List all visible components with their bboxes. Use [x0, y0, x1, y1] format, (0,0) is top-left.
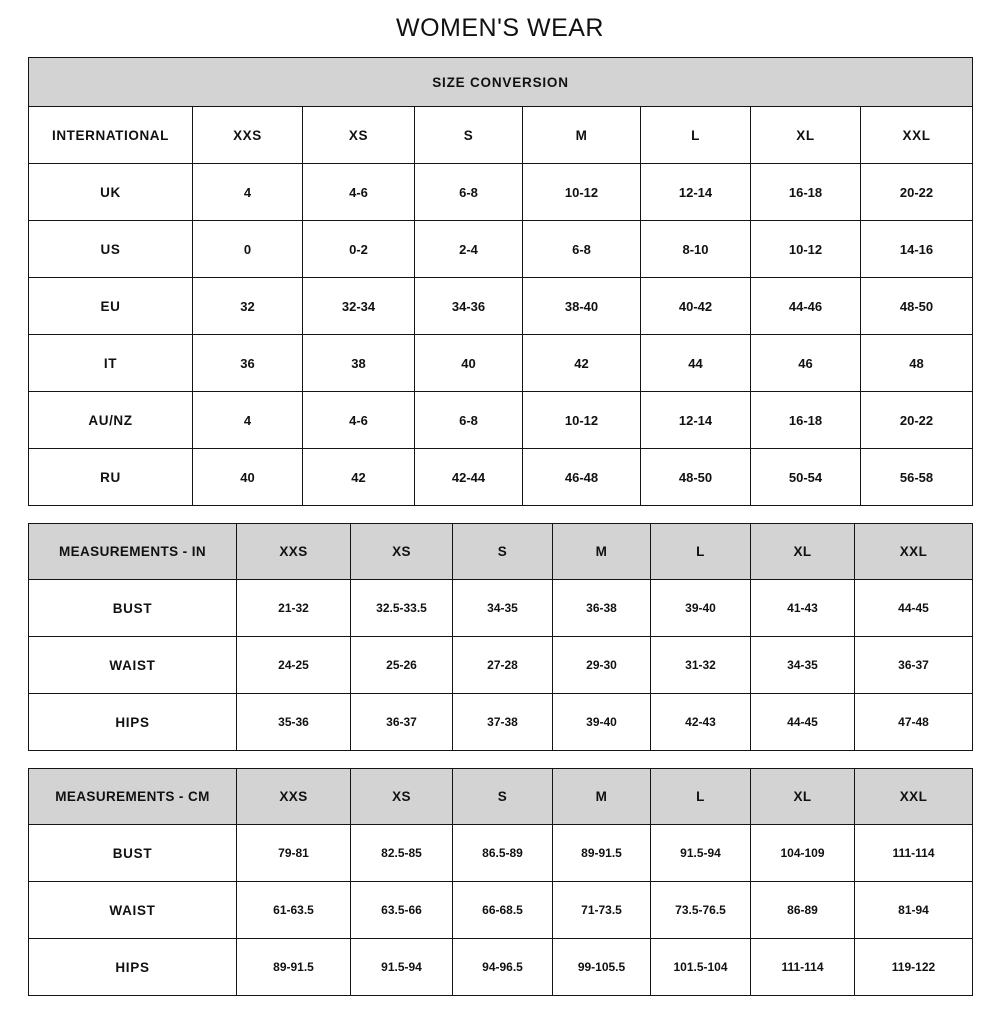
table-cell: 41-43 [751, 580, 855, 637]
header-cell-s: S [453, 524, 553, 580]
table-cell: 86.5-89 [453, 825, 553, 882]
table-cell: 0-2 [303, 221, 415, 278]
table-cell: 44-45 [751, 694, 855, 751]
header-cell-xxs: XXS [237, 769, 351, 825]
row-label: AU/NZ [29, 392, 193, 449]
table-cell: 66-68.5 [453, 882, 553, 939]
table-cell: 27-28 [453, 637, 553, 694]
header-cell-xxl: XXL [855, 769, 973, 825]
table-row [29, 939, 973, 996]
table-cell: 24-25 [237, 637, 351, 694]
size-chart-page [0, 14, 1000, 1014]
header-cell-xxl: XXL [855, 524, 973, 580]
table-cell: 25-26 [351, 637, 453, 694]
table-row-banner [29, 58, 973, 107]
table-cell: 21-32 [237, 580, 351, 637]
table-cell: 34-35 [751, 637, 855, 694]
table-cell: 32 [193, 278, 303, 335]
measurements-cm-table [28, 768, 973, 996]
table-cell: 16-18 [751, 392, 861, 449]
table-cell: 8-10 [641, 221, 751, 278]
table-cell: 32-34 [303, 278, 415, 335]
size-conversion-table [28, 57, 973, 506]
table-cell: 34-35 [453, 580, 553, 637]
row-label: HIPS [29, 694, 237, 751]
header-cell-xs: XS [351, 524, 453, 580]
header-cell-measurements-cm: MEASUREMENTS - CM [29, 769, 237, 825]
table-cell: 46-48 [523, 449, 641, 506]
row-label: BUST [29, 580, 237, 637]
row-label: EU [29, 278, 193, 335]
table-cell: 12-14 [641, 164, 751, 221]
header-cell-xs: XS [351, 769, 453, 825]
table-row [29, 580, 973, 637]
table-cell: 111-114 [855, 825, 973, 882]
table-cell: 56-58 [861, 449, 973, 506]
table-cell: 16-18 [751, 164, 861, 221]
table-cell: 37-38 [453, 694, 553, 751]
header-cell-xs: XS [303, 107, 415, 164]
table-cell: 99-105.5 [553, 939, 651, 996]
table-cell: 35-36 [237, 694, 351, 751]
table-cell: 79-81 [237, 825, 351, 882]
table-cell: 10-12 [751, 221, 861, 278]
table-cell: 4 [193, 164, 303, 221]
table-cell: 46 [751, 335, 861, 392]
table-cell: 73.5-76.5 [651, 882, 751, 939]
header-cell-l: L [651, 769, 751, 825]
table-cell: 4 [193, 392, 303, 449]
table-cell: 31-32 [651, 637, 751, 694]
table-cell: 40 [193, 449, 303, 506]
table-cell: 86-89 [751, 882, 855, 939]
header-cell-m: M [553, 524, 651, 580]
header-cell-m: M [553, 769, 651, 825]
table-cell: 42-44 [415, 449, 523, 506]
table-cell: 61-63.5 [237, 882, 351, 939]
table-cell: 2-4 [415, 221, 523, 278]
row-label: RU [29, 449, 193, 506]
page-title: WOMEN'S WEAR [396, 14, 604, 42]
table-cell: 4-6 [303, 164, 415, 221]
table-cell: 111-114 [751, 939, 855, 996]
table-cell: 101.5-104 [651, 939, 751, 996]
row-label: IT [29, 335, 193, 392]
table-cell: 0 [193, 221, 303, 278]
table-cell: 91.5-94 [351, 939, 453, 996]
table-cell: 48-50 [641, 449, 751, 506]
table-cell: 6-8 [415, 392, 523, 449]
row-label: UK [29, 164, 193, 221]
table-row-header [29, 769, 973, 825]
table-row [29, 825, 973, 882]
table-cell: 14-16 [861, 221, 973, 278]
table-row-header [29, 524, 973, 580]
table-cell: 44-45 [855, 580, 973, 637]
table-cell: 20-22 [861, 392, 973, 449]
table-cell: 94-96.5 [453, 939, 553, 996]
header-cell-measurements-in: MEASUREMENTS - IN [29, 524, 237, 580]
table-cell: 34-36 [415, 278, 523, 335]
table-cell: 6-8 [415, 164, 523, 221]
measurements-in-table [28, 523, 973, 751]
header-cell-l: L [651, 524, 751, 580]
table-cell: 36 [193, 335, 303, 392]
table-cell: 47-48 [855, 694, 973, 751]
row-label: WAIST [29, 882, 237, 939]
table-row [29, 392, 973, 449]
table-cell: 40 [415, 335, 523, 392]
table-cell: 10-12 [523, 164, 641, 221]
table-cell: 36-38 [553, 580, 651, 637]
row-label: WAIST [29, 637, 237, 694]
header-cell-xl: XL [751, 524, 855, 580]
table-cell: 89-91.5 [553, 825, 651, 882]
header-cell-l: L [641, 107, 751, 164]
table-row [29, 278, 973, 335]
table-cell: 6-8 [523, 221, 641, 278]
table-cell: 91.5-94 [651, 825, 751, 882]
row-label: HIPS [29, 939, 237, 996]
table-row [29, 694, 973, 751]
table-cell: 44 [641, 335, 751, 392]
header-cell-xl: XL [751, 769, 855, 825]
header-cell-xxl: XXL [861, 107, 973, 164]
table-cell: 12-14 [641, 392, 751, 449]
table-cell: 89-91.5 [237, 939, 351, 996]
size-conversion-banner: SIZE CONVERSION [29, 58, 973, 107]
header-cell-xl: XL [751, 107, 861, 164]
table-cell: 82.5-85 [351, 825, 453, 882]
table-cell: 32.5-33.5 [351, 580, 453, 637]
table-cell: 71-73.5 [553, 882, 651, 939]
header-cell-xxs: XXS [237, 524, 351, 580]
table-cell: 42 [303, 449, 415, 506]
table-row [29, 164, 973, 221]
header-cell-xxs: XXS [193, 107, 303, 164]
table-cell: 39-40 [553, 694, 651, 751]
table-cell: 36-37 [351, 694, 453, 751]
table-cell: 4-6 [303, 392, 415, 449]
header-cell-s: S [415, 107, 523, 164]
table-cell: 40-42 [641, 278, 751, 335]
table-cell: 63.5-66 [351, 882, 453, 939]
table-row [29, 637, 973, 694]
row-label: US [29, 221, 193, 278]
header-cell-m: M [523, 107, 641, 164]
table-cell: 104-109 [751, 825, 855, 882]
table-cell: 10-12 [523, 392, 641, 449]
table-cell: 81-94 [855, 882, 973, 939]
table-cell: 38 [303, 335, 415, 392]
table-cell: 44-46 [751, 278, 861, 335]
table-cell: 36-37 [855, 637, 973, 694]
table-row [29, 335, 973, 392]
table-cell: 38-40 [523, 278, 641, 335]
table-cell: 50-54 [751, 449, 861, 506]
table-row [29, 449, 973, 506]
table-row [29, 221, 973, 278]
table-cell: 48 [861, 335, 973, 392]
table-cell: 42-43 [651, 694, 751, 751]
table-cell: 39-40 [651, 580, 751, 637]
table-row [29, 882, 973, 939]
table-row-header [29, 107, 973, 164]
table-cell: 119-122 [855, 939, 973, 996]
header-cell-international: INTERNATIONAL [29, 107, 193, 164]
table-cell: 42 [523, 335, 641, 392]
header-cell-s: S [453, 769, 553, 825]
table-cell: 48-50 [861, 278, 973, 335]
row-label: BUST [29, 825, 237, 882]
table-cell: 20-22 [861, 164, 973, 221]
table-cell: 29-30 [553, 637, 651, 694]
